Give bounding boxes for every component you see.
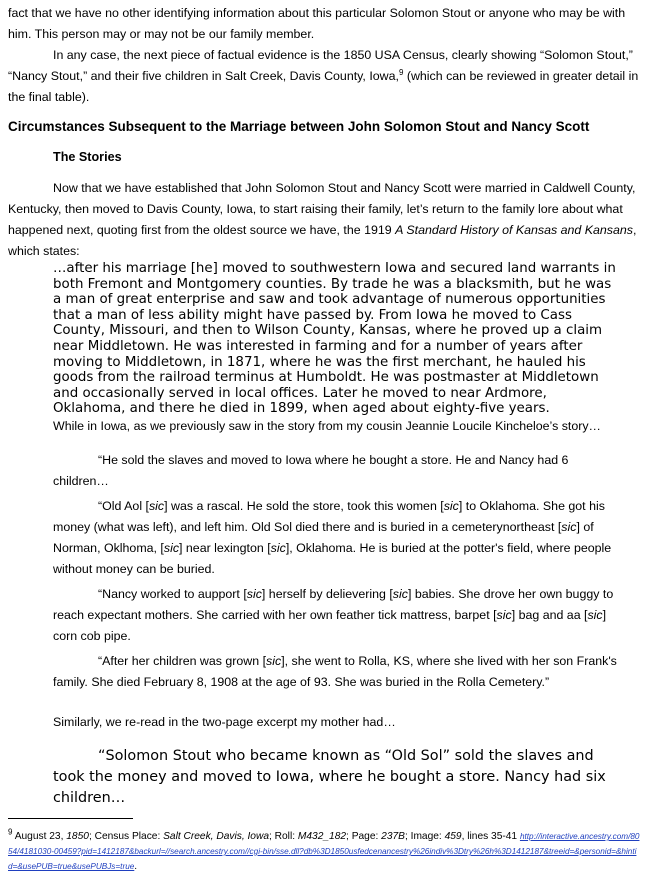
sic-mark: sic <box>561 520 577 534</box>
stories-intro-text-b: , which states: <box>8 223 637 258</box>
q2-text-3: ] to Oklahoma. She got his money (what was left), and left him. Old Sol died there and is buried in a cemeterynortheast [ <box>53 499 605 534</box>
history-block-quote: …after his marriage [he] moved to southwestern Iowa and secured land warrants in both Fremont and Montgomery counties. By trade he was a blacksmith, but he was a man of great enterprise and saw and took advantage of numerous opportunities that a man of less ability might have passed by. From Iowa he moved to Cass County, Missouri, and then to Wilson County, Kansas, where he proved up a claim near Middletown. He was interested in farming and for a number of years after moving to Middletown, in 1871, where he was the first merchant, he hauled his goods from the railroad terminus at Humboldt. He was postmaster at Middletown and occasionally served in local offices. Later he moved to near Ardmore, Oklahoma, and there he died in 1899, when aged about eighty-five years. <box>53 261 616 417</box>
footnote-page-label: ; Page: <box>346 831 382 842</box>
sic-mark: sic <box>587 608 603 622</box>
sic-mark: sic <box>270 541 286 555</box>
book-title: A Standard History of Kansas and Kansans <box>395 223 633 237</box>
q3-text-4: ] bag and aa [ <box>511 608 588 622</box>
footnote-number: 9 <box>8 827 13 837</box>
q4-text-1: “After her children was grown [ <box>98 654 267 668</box>
kincheloe-quote-1 <box>53 450 613 492</box>
footnote-roll: M432_182 <box>297 831 347 842</box>
footnote-end: . <box>134 861 138 872</box>
iowa-intro-line: While in Iowa, as we previously saw in the story from my cousin Jeannie Loucile Kincheloe’s story… <box>53 419 601 433</box>
q2-text-6: ], Oklahoma. He is buried at the potter's field, where people without money can be buried. <box>53 541 612 576</box>
q4-text-2: ], she went to Rolla, KS, where she lived with her son Frank's family. She died February 8, 1908 at the age of 93. She was buried in the Rolla Cemetery.” <box>53 654 617 689</box>
footnote-page: 237B <box>381 831 405 842</box>
mother-excerpt-quote: “Solomon Stout who became known as “Old Sol” sold the slaves and took the money and moved to Iowa, where he bought a store. Nancy had six children… <box>53 748 606 806</box>
footnote-reference[interactable]: 9 <box>398 67 404 77</box>
sic-mark: sic <box>148 499 165 513</box>
footnote-census-place: Salt Creek, Davis, Iowa <box>163 831 269 842</box>
footnote-lines: , lines 35-41 <box>461 831 520 842</box>
q2-text-5: ] near lexington [ <box>179 541 271 555</box>
section-heading: Circumstances Subsequent to the Marriage between John Solomon Stout and Nancy Scott <box>8 119 590 134</box>
q2-text-2: ] was a rascal. He sold the store, took this women [ <box>164 499 444 513</box>
sic-mark: sic <box>163 541 180 555</box>
q2-text-1: “Old Aol [ <box>98 499 149 513</box>
kincheloe-quote-4 <box>53 651 625 693</box>
sic-mark: sic <box>496 608 512 622</box>
kincheloe-quote-2 <box>53 496 625 580</box>
footnote <box>8 829 640 874</box>
footnote-year: 1850 <box>66 831 89 842</box>
sic-mark: sic <box>246 587 262 601</box>
intro-paragraph-1 <box>8 3 642 45</box>
sic-mark: sic <box>443 499 459 513</box>
q3-text-1: “Nancy worked to aupport [ <box>98 587 247 601</box>
footnote-census-link[interactable]: http://interactive.ancestry.com/8054/4181030-00459?pid=1412187&backurl=//search.ancestry.com//cgi-bin/sse.dll?db%3D1850usfedcenancestry%26indiv%3Dtry%26h%3D1412187&treeid=&personid=&hintid=&usePUB=true&usePUBJs=true <box>8 832 640 871</box>
footnote-census-label: ; Census Place: <box>88 831 164 842</box>
kincheloe-quote-1-text: “He sold the slaves and moved to Iowa where he bought a store. He and Nancy had 6 children… <box>53 453 569 488</box>
kincheloe-quote-3 <box>53 584 625 647</box>
intro-paragraph-2-text-b: (which can be reviewed in greater detail in the final table). <box>8 69 639 104</box>
footnote-separator <box>8 818 133 819</box>
q3-text-3: ] babies. She drove her own buggy to reach expectant mothers. She carried with her own feather tick mattress, barpet [ <box>53 587 614 622</box>
sic-mark: sic <box>392 587 408 601</box>
stories-intro-paragraph <box>8 178 642 262</box>
intro-paragraph-2-text-a: In any case, the next piece of factual evidence is the 1850 USA Census, clearly showing “Solomon Stout,” “Nancy Stout,” and their five children in Salt Creek, Davis County, Iowa, <box>8 48 633 83</box>
subheading-the-stories: The Stories <box>53 150 122 164</box>
intro-paragraph-2 <box>8 45 642 108</box>
footnote-image: 459 <box>444 831 462 842</box>
q2-text-4: ] of Norman, Oklhoma, [ <box>53 520 594 555</box>
stories-intro-text-a: Now that we have established that John Solomon Stout and Nancy Scott were married in Caldwell County, Kentucky, then moved to Davis County, Iowa, to start raising their family, let’s return to the family lore about what happened next, quoting first from the oldest source we have, the 1919 <box>8 181 636 237</box>
sic-mark: sic <box>266 654 282 668</box>
footnote-date: August 23, <box>12 831 67 842</box>
similarly-line: Similarly, we re-read in the two-page excerpt my mother had… <box>53 715 396 729</box>
q3-text-2: ] herself by delievering [ <box>261 587 393 601</box>
footnote-image-label: ; Image: <box>404 831 445 842</box>
q3-text-5: ] corn cob pipe. <box>53 608 607 643</box>
footnote-roll-label: ; Roll: <box>269 831 298 842</box>
intro-paragraph-1-text: fact that we have no other identifying information about this particular Solomon Stout or anyone who may be with him. This person may or may not be our family member. <box>8 6 626 41</box>
